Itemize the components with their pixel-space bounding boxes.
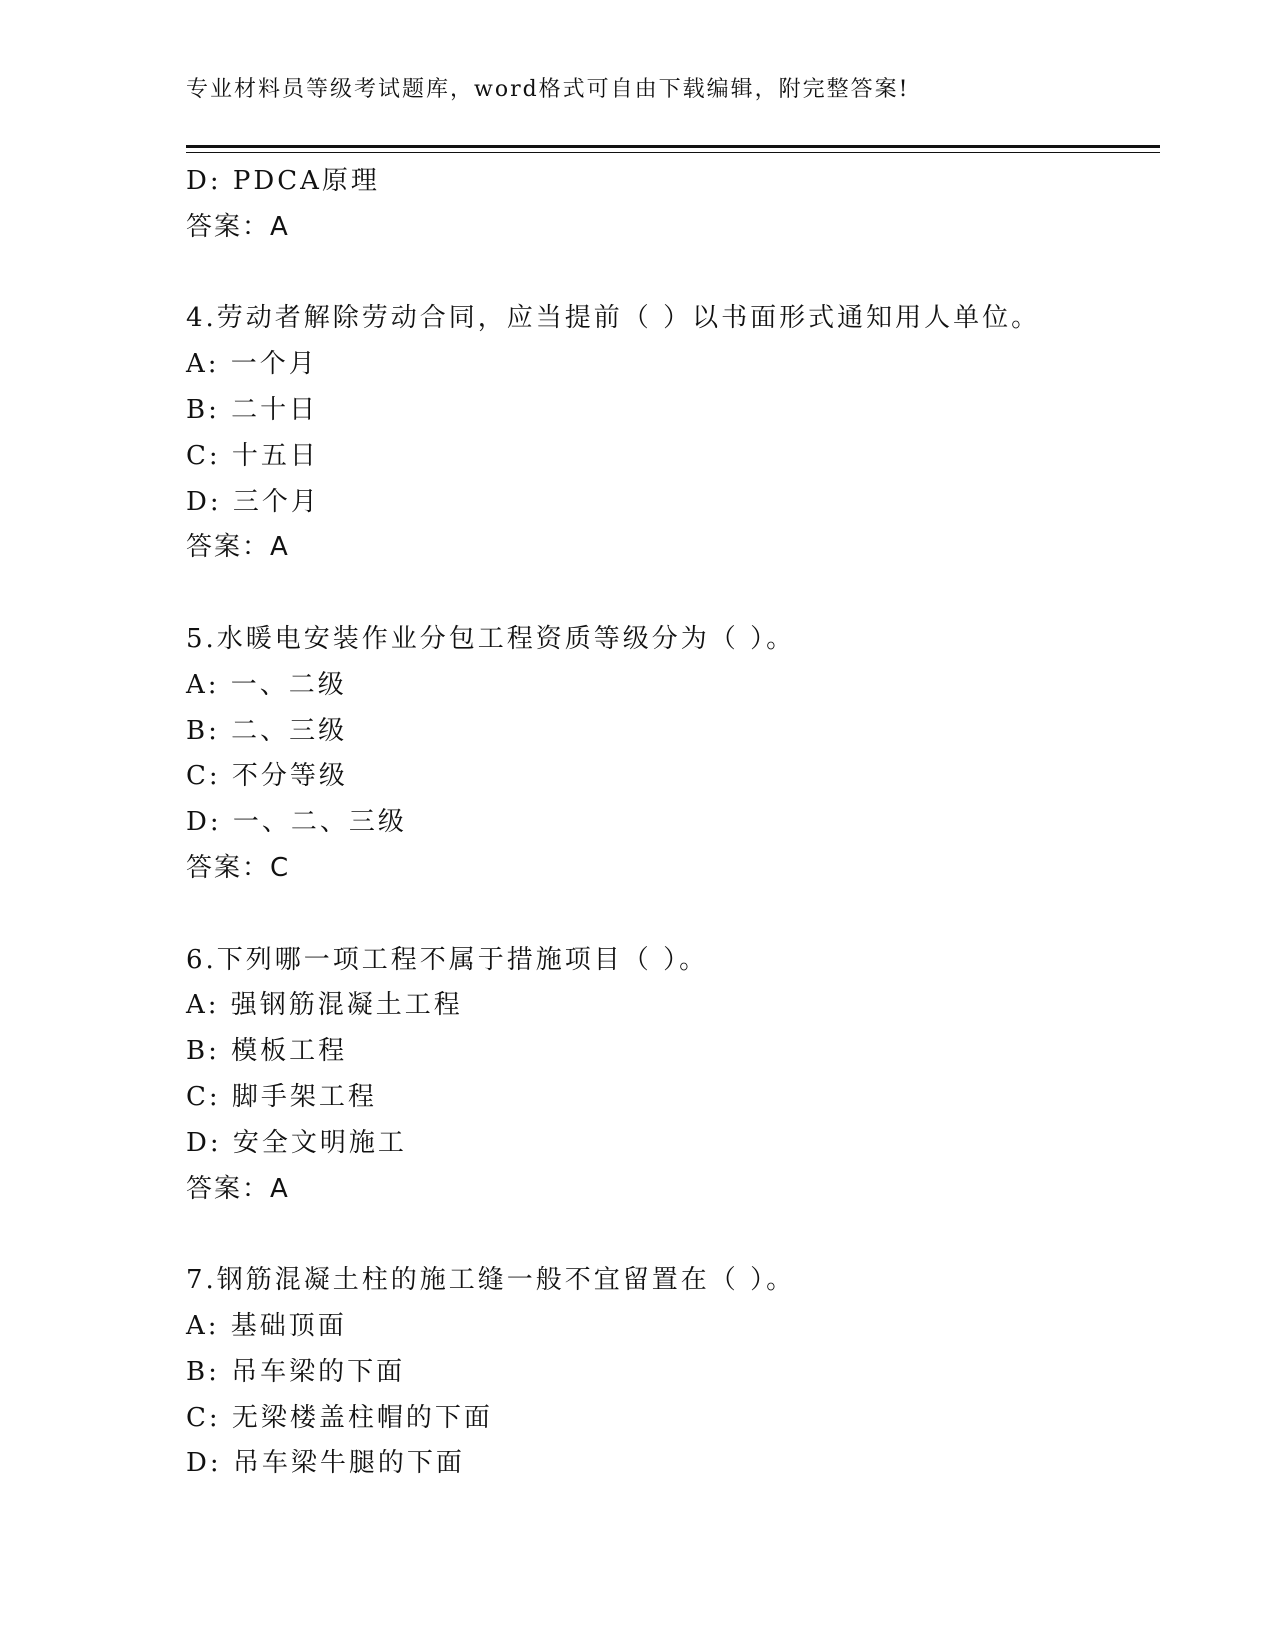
question-7-option-d: D: 吊车梁牛腿的下面 (186, 1448, 465, 1479)
question-7-option-c: C: 无梁楼盖柱帽的下面 (186, 1402, 493, 1433)
question-6-option-c: C: 脚手架工程 (186, 1081, 377, 1112)
question-5-option-c: C: 不分等级 (186, 761, 348, 792)
exam-content (186, 159, 1160, 1487)
header-rule-thin (186, 152, 1160, 153)
header-rule-thick (186, 145, 1160, 148)
q3-option-d: D: PDCA原理 (186, 166, 380, 196)
question-4-answer: 答案：A (186, 532, 290, 563)
question-7-option-a: A: 基础顶面 (186, 1310, 347, 1341)
question-6-option-b: B: 模板工程 (186, 1036, 348, 1067)
question-5-option-a: A: 一、二级 (186, 669, 347, 700)
question-7-option-b: B: 吊车梁的下面 (186, 1356, 406, 1387)
question-4-option-c: C: 十五日 (186, 440, 319, 471)
page-header: 专业材料员等级考试题库，word格式可自由下载编辑，附完整答案! (186, 77, 910, 102)
question-6-stem: 6.下列哪一项工程不属于措施项目（ ）。 (186, 944, 709, 975)
question-5-answer: 答案：C (186, 852, 291, 883)
question-5-option-d: D: 一、二、三级 (186, 807, 407, 838)
question-6-option-d: D: 安全文明施工 (186, 1127, 407, 1158)
question-4-option-a: A: 一个月 (186, 349, 318, 380)
question-7-stem: 7.钢筋混凝土柱的施工缝一般不宜留置在（ ）。 (186, 1265, 796, 1296)
question-5-stem: 5.水暖电安装作业分包工程资质等级分为（ ）。 (186, 623, 796, 654)
question-4-option-b: B: 二十日 (186, 394, 319, 425)
q3-answer: 答案：A (186, 211, 290, 242)
question-6-answer: 答案：A (186, 1173, 290, 1204)
question-5-option-b: B: 二、三级 (186, 715, 348, 746)
question-4-option-d: D: 三个月 (186, 486, 320, 517)
question-4-stem: 4.劳动者解除劳动合同，应当提前（ ）以书面形式通知用人单位。 (186, 303, 1041, 334)
question-6-option-a: A: 强钢筋混凝土工程 (186, 990, 463, 1021)
